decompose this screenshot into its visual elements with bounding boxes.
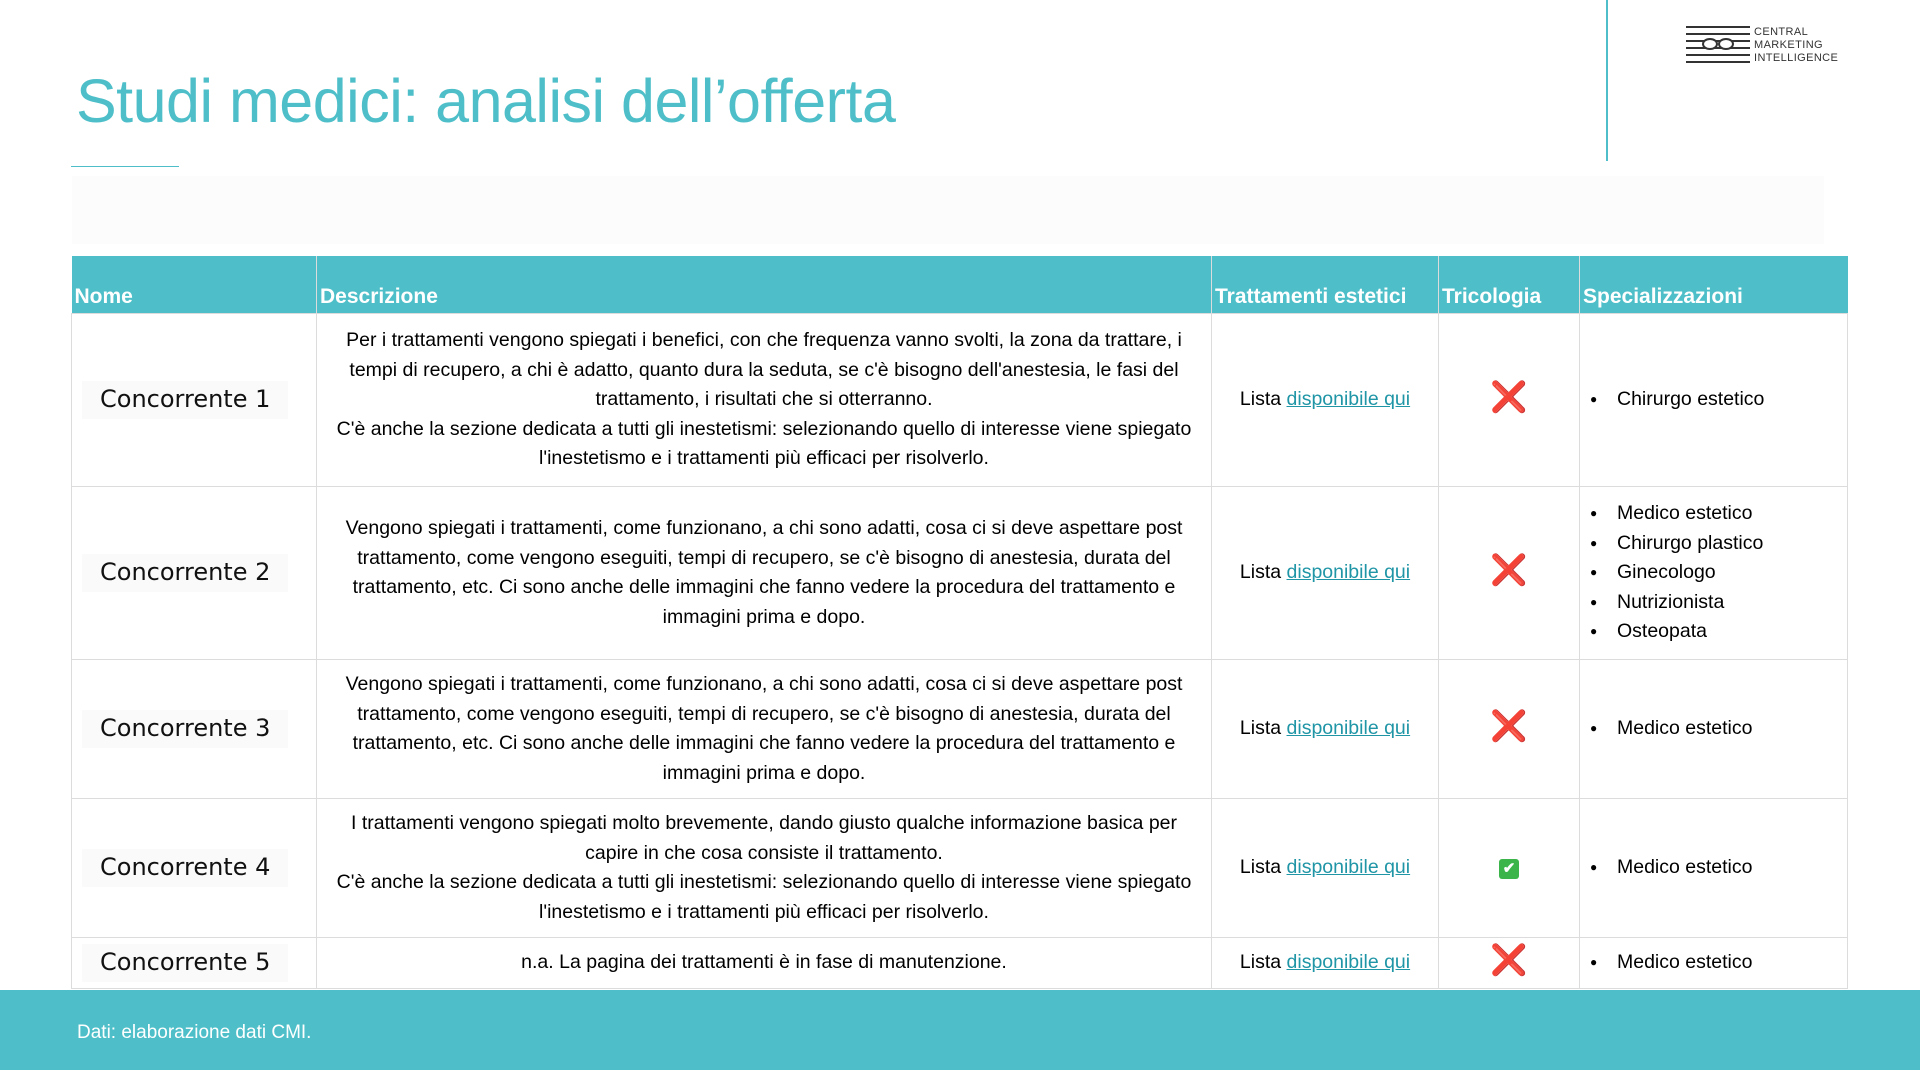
treatments-list-link[interactable]: disponibile qui <box>1286 856 1411 879</box>
source-note: Dati: elaborazione dati CMI. <box>77 1022 312 1043</box>
competitor-name: Concorrente 2 <box>82 554 288 592</box>
list-item: ● Osteopata <box>1590 617 1847 647</box>
treatments-cell: Lista disponibile qui <box>1212 487 1439 660</box>
table-row <box>72 314 1848 487</box>
specializations-cell <box>1580 938 1848 989</box>
description-cell: n.a. La pagina dei trattamenti è in fase di manutenzione. <box>317 938 1212 989</box>
specializations-cell <box>1580 660 1848 799</box>
column-header-tricologia: Tricologia <box>1439 256 1580 314</box>
cross-icon: ❌ <box>1490 710 1528 744</box>
list-item: ● Chirurgo plastico <box>1590 529 1847 559</box>
tricologia-cell <box>1439 314 1580 487</box>
description-cell: I trattamenti vengono spiegati molto brevemente, dando giusto qualche informazione basica per capire in che cosa consiste il trattamento. C'è anche la sezione dedicata a tutti gli inestetismi: selezionando quello di interesse viene spiegato l'inestetismo e i trattamenti più efficaci per risolverlo. <box>317 799 1212 938</box>
eye-stripes-icon <box>1686 25 1750 65</box>
name-cell <box>72 660 317 799</box>
header-spacer <box>72 176 1824 244</box>
name-cell <box>72 799 317 938</box>
specializations-cell <box>1580 799 1848 938</box>
cmi-logo <box>1686 25 1838 65</box>
name-cell <box>72 314 317 487</box>
treatments-list-link[interactable]: disponibile qui <box>1286 717 1411 740</box>
tricologia-cell <box>1439 660 1580 799</box>
column-header-specializzazioni: Specializzazioni <box>1580 256 1848 314</box>
treatments-list-link[interactable]: disponibile qui <box>1286 561 1411 584</box>
tricologia-cell <box>1439 487 1580 660</box>
list-item: ● Medico estetico <box>1590 853 1847 883</box>
description-cell: Vengono spiegati i trattamenti, come funzionano, a chi sono adatti, cosa ci si deve aspettare post trattamento, come vengono eseguiti, tempi di recupero, se c'è bisogno di anestesia, durata del trattamento, etc. Ci sono anche delle immagini che fanno vedere la procedura del trattamento e immagini prima e dopo. <box>317 660 1212 799</box>
description-cell: Vengono spiegati i trattamenti, come funzionano, a chi sono adatti, cosa ci si deve aspettare post trattamento, come vengono eseguiti, tempi di recupero, se c'è bisogno di anestesia, durata del trattamento, etc. Ci sono anche delle immagini che fanno vedere la procedura del trattamento e immagini prima e dopo. <box>317 487 1212 660</box>
list-item: ● Medico estetico <box>1590 948 1847 978</box>
specializations-cell <box>1580 487 1848 660</box>
specializations-cell <box>1580 314 1848 487</box>
competitor-name: Concorrente 5 <box>82 944 288 982</box>
name-cell <box>72 938 317 989</box>
table-header-row <box>72 256 1848 314</box>
table-row <box>72 938 1848 989</box>
column-header-nome: Nome <box>72 256 317 314</box>
cross-icon: ❌ <box>1490 381 1528 415</box>
cross-icon: ❌ <box>1490 944 1528 978</box>
column-header-descrizione: Descrizione <box>317 256 1212 314</box>
list-item: ● Medico estetico <box>1590 499 1847 529</box>
list-item: ● Chirurgo estetico <box>1590 385 1847 415</box>
table-row <box>72 799 1848 938</box>
list-item: ● Ginecologo <box>1590 558 1847 588</box>
column-header-trattamenti: Trattamenti estetici <box>1212 256 1439 314</box>
treatments-cell: Lista disponibile qui <box>1212 314 1439 487</box>
competitor-table <box>71 256 1848 989</box>
tricologia-cell <box>1439 938 1580 989</box>
treatments-cell: Lista disponibile qui <box>1212 660 1439 799</box>
table-row <box>72 487 1848 660</box>
list-item: ● Nutrizionista <box>1590 588 1847 618</box>
vertical-divider <box>1606 0 1608 161</box>
title-underline <box>71 166 179 167</box>
page-title: Studi medici: analisi dell’offerta <box>76 67 896 135</box>
treatments-list-link[interactable]: disponibile qui <box>1286 388 1411 411</box>
cross-icon: ❌ <box>1490 554 1528 588</box>
competitor-name: Concorrente 3 <box>82 710 288 748</box>
table-row <box>72 660 1848 799</box>
logo-wordmark: CENTRAL MARKETING INTELLIGENCE <box>1754 25 1839 64</box>
checkmark-icon: ✔ <box>1499 859 1519 879</box>
competitor-name: Concorrente 4 <box>82 849 288 887</box>
treatments-cell: Lista disponibile qui <box>1212 799 1439 938</box>
treatments-cell: Lista disponibile qui <box>1212 938 1439 989</box>
name-cell <box>72 487 317 660</box>
treatments-list-link[interactable]: disponibile qui <box>1286 951 1411 974</box>
description-cell: Per i trattamenti vengono spiegati i benefici, con che frequenza vanno svolti, la zona da trattare, i tempi di recupero, a chi è adatto, quanto dura la seduta, se c'è bisogno dell'anestesia, le fasi del trattamento, i risultati che si otterranno. C'è anche la sezione dedicata a tutti gli inestetismi: selezionando quello di interesse viene spiegato l'inestetismo e i trattamenti più efficaci per risolverlo. <box>317 314 1212 487</box>
tricologia-cell <box>1439 799 1580 938</box>
list-item: ● Medico estetico <box>1590 714 1847 744</box>
competitor-name: Concorrente 1 <box>82 381 288 419</box>
